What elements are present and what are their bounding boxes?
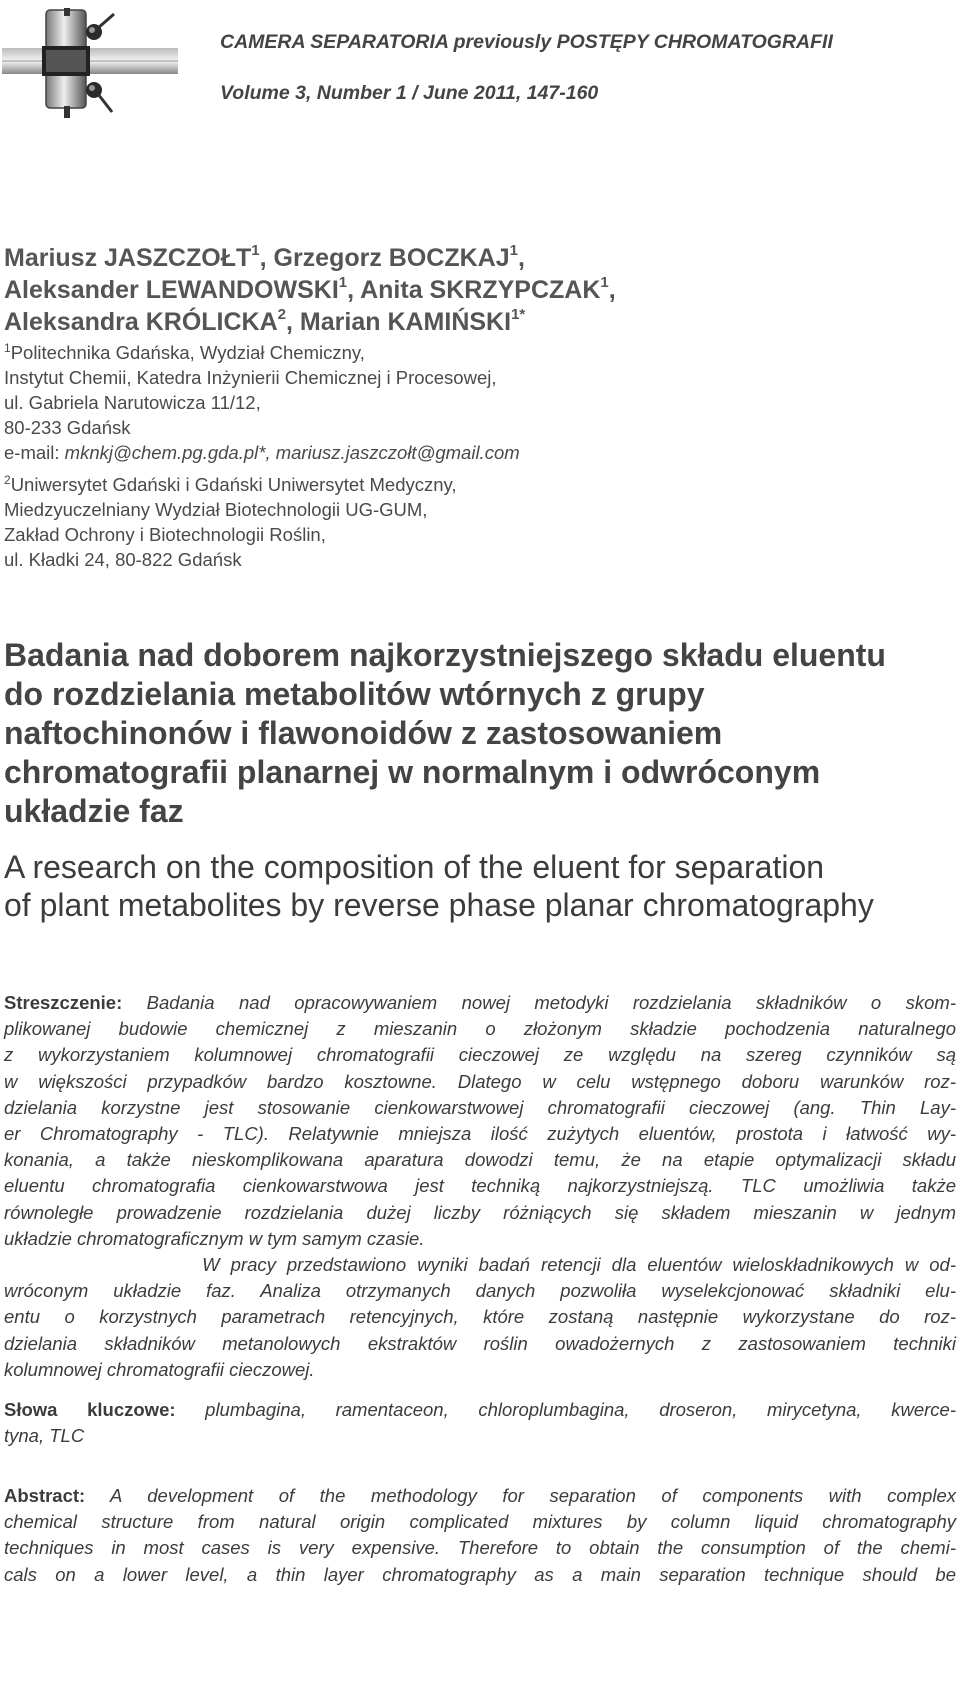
- journal-logo: [2, 8, 178, 120]
- author-name: Aleksandra KRÓLICKA: [4, 308, 278, 336]
- keywords-label: Słowa kluczowe:: [4, 1399, 176, 1420]
- affiliation-2: $^2$Uniwersytet Gdański i Gdański Uniwersytet Medyczny, Miedzyuczelniany Wydział Biotechnologii UG-GUM, Zakład Ochrony i Biotechnologii Roślin, ul. Kładki 24, 80-822 Gdańsk: [4, 473, 457, 570]
- affiliation-mark: 1: [4, 341, 11, 355]
- author-line: Aleksandra KRÓLICKA$^2$, Marian $KAMIŃSKI^{1*}$: [4, 306, 526, 336]
- author-list: [4, 242, 944, 338]
- journal-name: CAMERA SEPARATORIA previously POSTĘPY CHROMATOGRAFII: [220, 31, 833, 53]
- author-line: Mariusz JASZCZOŁT$^1$, Grzegorz BOCZKAJ$^1$,: [4, 242, 525, 272]
- affiliation-mark: 2: [4, 473, 11, 487]
- author-name: Anita SKRZYPCZAK: [360, 276, 601, 304]
- title-polish: Badania nad doborem najkorzystniejszego składu eluentu do rozdzielania metabolitów wtórnych z grupy naftochinonów i flawonoidów z zastosowaniem chromatografii planarnej w normalnym i odwróconym układzie faz: [4, 637, 886, 829]
- email-addresses[interactable]: mknkj@chem.pg.gda.pl*, mariusz.jaszczołt@gmail.com: [64, 442, 520, 463]
- title-english: A research on the composition of the eluent for separation of plant metabolites by reverse phase planar chromatography: [4, 849, 874, 923]
- email-label: e-mail:: [4, 442, 65, 463]
- author-affiliation-mark: 1: [509, 242, 518, 259]
- streszczenie-label: Streszczenie:: [4, 992, 123, 1013]
- streszczenie-paragraph: Streszczenie: Badania nad opracowywaniem nowej metodyki rozdzielania składników o skom- plikowanej budowie chemicznej z mieszanin o złożonym składzie pochodzenia naturalnego z wykorzystaniem kolumnowej chromatografii cieczowej ze względu na szereg czynników są w większości przypadków bardzo kosztowne. Dlatego w celu wstępnego doboru warunków roz- dzielania korzystne jest stosowanie cienkowarstwowej chromatografii cieczowej (ang. Thin Lay- er Chromatography - TLC). Relatywnie mniejsza ilość zużytych eluentów, prostota i łatwość wy- konania, a także nieskomplikowana aparatura dowodzi temu, że na etapie optymalizacji składu eluentu chromatografia cienkowarstwowa jest techniką najkorzystniejszą. TLC umożliwia także równoległe prowadzenie rozdzielania dużej liczby różniących się składem mieszanin w jednym układzie chromatograficznym w tym samym czasie. W pracy przedstawiono wyniki badań retencji dla eluentów wieloskładnikowych w od- wróconym układzie faz. Analiza otrzymanych danych pozwoliła wyselekcjonować składniki elu- entu o korzystnych parametrach retencyjnych, które zostaną następnie wykorzystane do roz- dzielania składników metanolowych ekstraktów roślin owadożernych z zastosowaniem techniki kolumnowej chromatografii cieczowej.: [4, 992, 956, 1380]
- author-affiliation-mark: 1: [251, 242, 260, 259]
- author-line: Aleksander LEWANDOWSKI$^1$, Anita SKRZYPCZAK$^1$,: [4, 274, 616, 304]
- author-name: Marian KAMIŃSKI: [299, 308, 512, 336]
- author-name: Mariusz JASZCZOŁT: [4, 244, 252, 272]
- author-affiliation-mark: 1: [600, 274, 609, 291]
- abstract-paragraph: Abstract: A development of the methodology for separation of components with complex chemical structure from natural origin complicated mixtures by column liquid chromatography techniques in most cases is very expensive. Therefore to obtain the consumption of the chemi- cals on a lower level, a thin layer chromatography as a main separation technique should be: [4, 1485, 956, 1585]
- author-name: Grzegorz BOCZKAJ: [273, 244, 510, 272]
- author-affiliation-mark: 1*: [511, 306, 526, 323]
- affiliation-1: $^1$Politechnika Gdańska, Wydział Chemiczny, Instytut Chemii, Katedra Inżynierii Chemicznej i Procesowej, ul. Gabriela Narutowicza 11/12, 80-233 Gdańsk e-mail: mknkj@chem.pg.gda.pl*, mariusz.jaszczołt@gmail.com: [4, 341, 520, 463]
- author-affiliation-mark: 2: [277, 306, 287, 323]
- journal-volume: Volume 3, Number 1 / June 2011, 147-160: [220, 82, 599, 104]
- abstract-label: Abstract:: [4, 1485, 86, 1506]
- author-affiliation-mark: 1: [338, 274, 348, 291]
- author-name: Aleksander LEWANDOWSKI: [4, 276, 339, 304]
- keywords-paragraph: Słowa kluczowe: plumbagina, ramentaceon, chloroplumbagina, droseron, mirycetyna, kwerce- tyna, TLC: [4, 1399, 956, 1447]
